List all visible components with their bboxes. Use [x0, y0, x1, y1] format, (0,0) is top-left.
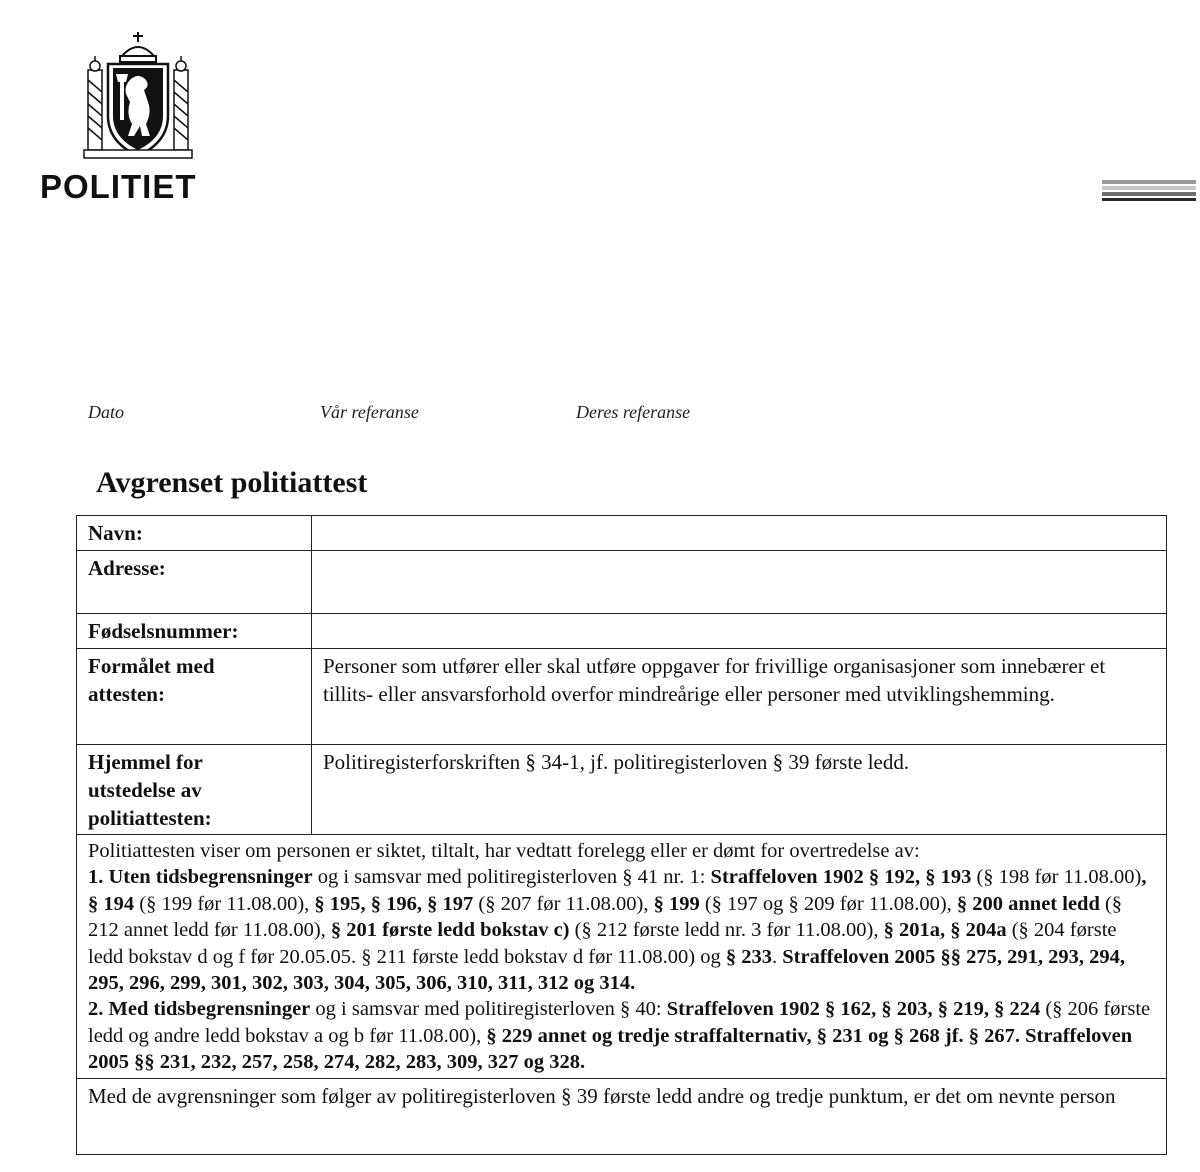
p1-run: § 200 annet ledd: [956, 892, 1100, 915]
table-row-formal: [77, 649, 1167, 745]
p1-run: (§ 199 før 11.08.00),: [134, 892, 315, 915]
table-row-hjemmel: [77, 745, 1167, 835]
vaar-referanse-label: Vår referanse: [320, 402, 419, 422]
hjemmel-value: Politiregisterforskriften § 34-1, jf. politiregisterloven § 39 første ledd.: [312, 745, 1167, 835]
hjemmel-label-line2: utstedelse av: [88, 778, 202, 802]
table-row-adresse: [77, 551, 1167, 614]
p2-run: (§ 206 første ledd og andre ledd bokstav a og b før 11.08.00),: [88, 998, 1151, 1047]
fodselsnummer-label: Fødselsnummer:: [77, 614, 312, 649]
fodselsnummer-value: [312, 614, 1167, 649]
p1-run: .: [772, 945, 783, 968]
police-crest-icon: [80, 30, 196, 160]
offences-intro: Politiattesten viser om personen er siktet, tiltalt, har vedtatt forelegg eller er dømt for overtredelse av:: [88, 840, 920, 862]
formal-label-line2: attesten:: [88, 682, 165, 706]
table-row-offences: [77, 835, 1167, 1079]
hjemmel-label-line3: politiattesten:: [88, 806, 212, 830]
p1-run: Straffeloven 2005 §§ 275, 291, 293, 294, 295, 296, 299, 301, 302, 303, 304, 305, 306, 310, 311, 312 og 314.: [88, 945, 1126, 995]
document-title: Avgrenset politiattest: [96, 466, 368, 499]
p1-run: og i samsvar med politiregisterloven § 41 nr. 1:: [312, 866, 711, 889]
adresse-value: [312, 551, 1167, 614]
dato-label: Dato: [88, 402, 124, 422]
p1-run: § 199: [653, 892, 700, 915]
brand-stripes: [1102, 180, 1196, 203]
p1-run: (§ 212 første ledd nr. 3 før 11.08.00),: [569, 919, 884, 942]
adresse-label: Adresse:: [77, 551, 312, 614]
p1-run: § 201a, § 204a: [883, 919, 1007, 942]
p1-run: (§ 197 og § 209 før 11.08.00),: [699, 892, 957, 915]
conclusion-text: Med de avgrensninger som følger av politiregisterloven § 39 første ledd andre og tredje punktum, er det om nevnte person: [77, 1078, 1167, 1154]
offences-paragraph-1: [88, 864, 1156, 996]
deres-referanse-label: Deres referanse: [576, 402, 691, 422]
attest-form-table: [76, 515, 1167, 1155]
formal-label-line1: Formålet med: [88, 654, 215, 678]
p1-run: (§ 212 annet ledd før 11.08.00),: [88, 892, 1123, 942]
p1-run: § 233: [725, 945, 772, 968]
table-row-navn: [77, 516, 1167, 551]
table-row-fodselsnummer: [77, 614, 1167, 649]
p1-run: , § 194: [88, 866, 1147, 915]
p2-run: Straffeloven 1902 § 162, § 203, § 219, § 224: [666, 998, 1041, 1021]
hjemmel-label: [77, 745, 312, 835]
offences-paragraph-2: [88, 996, 1156, 1075]
p1-run: 1. Uten tidsbegrensninger: [88, 866, 313, 889]
p2-run: og i samsvar med politiregisterloven § 40:: [310, 998, 667, 1021]
formal-label: [77, 649, 312, 745]
formal-value: Personer som utfører eller skal utføre oppgaver for frivillige organisasjoner som innebærer et tillits- eller ansvarsforhold overfor mindreårige eller personer med utviklingshemming.: [312, 649, 1167, 745]
p1-run: (§ 207 før 11.08.00),: [473, 892, 654, 915]
p2-run: 2. Med tidsbegrensninger: [88, 998, 311, 1021]
navn-value: [312, 516, 1167, 551]
offences-cell: [77, 835, 1167, 1079]
navn-label: Navn:: [77, 516, 312, 551]
p1-run: (§ 198 før 11.08.00): [971, 866, 1142, 889]
table-row-conclusion: [77, 1078, 1167, 1154]
p2-run: § 229 annet og tredje straffalternativ, § 231 og § 268 jf. § 267. Straffeloven 2005 §§ 231, 232, 257, 258, 274, 282, 283, 309, 327 og 328.: [88, 1024, 1133, 1074]
p1-run: (§ 204 første ledd bokstav d og f før 20.05.05. § 211 første ledd bokstav d før 11.08.00) og: [88, 919, 1117, 968]
p1-run: § 201 første ledd bokstav c): [330, 919, 570, 942]
hjemmel-label-line1: Hjemmel for: [88, 750, 203, 774]
p1-run: § 195, § 196, § 197: [314, 892, 474, 915]
logo-wordmark: POLITIET: [40, 168, 197, 205]
p1-run: Straffeloven 1902 § 192, § 193: [710, 866, 972, 889]
